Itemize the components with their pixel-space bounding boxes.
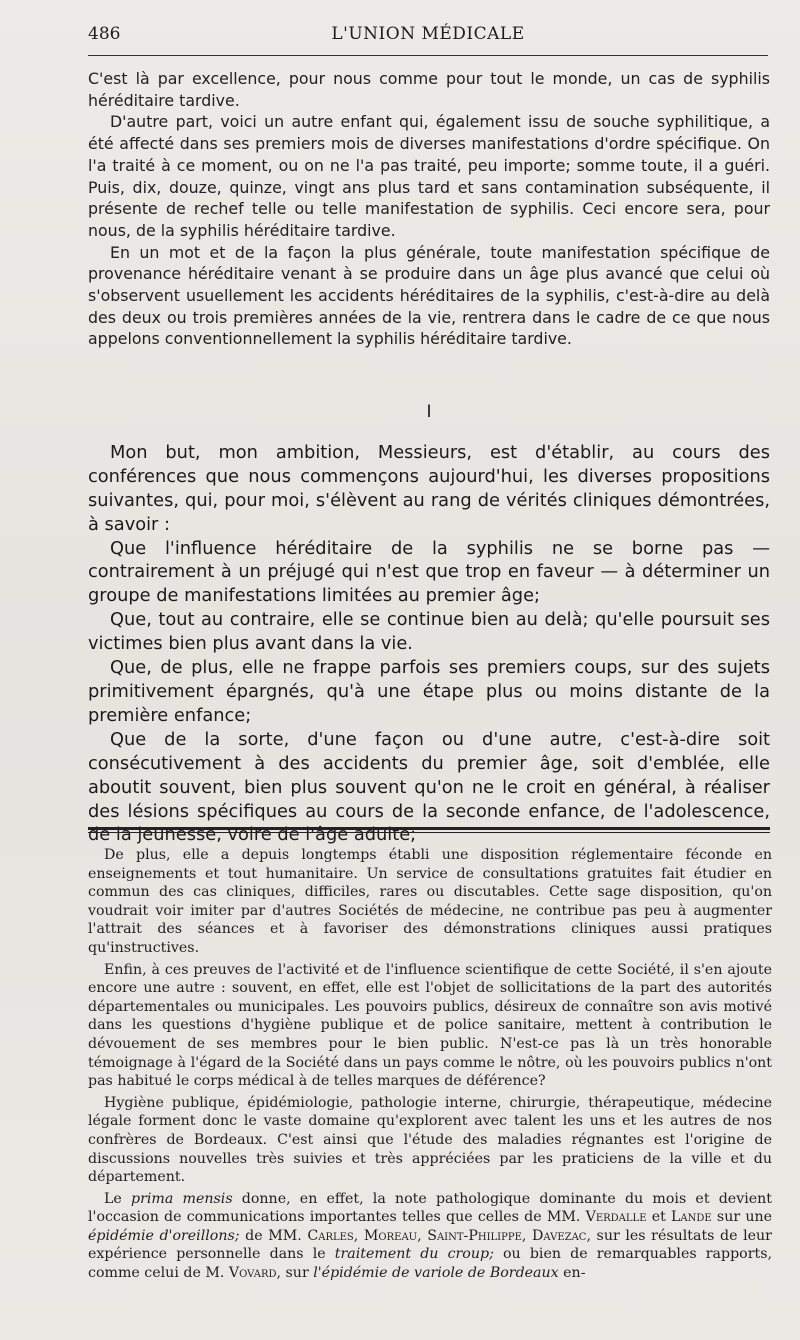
page-header [88,24,768,48]
paragraph: Que l'influence héréditaire de la syphilis ne se borne pas — contrairement à un préjugé qui n'est que trop en faveur — à déterminer un groupe de manifestations limitées au premier âge; [88,537,770,607]
paragraph: En un mot et de la façon la plus générale, toute manifestation spécifique de provenance héréditaire venant à se produire dans un âge plus avancé que celui où s'observent usuellement les accidents héréditaires de la syphilis, c'est-à-dire au delà des deux ou trois premières années de la vie, rentrera dans le cadre de ce que nous appelons conventionnellement la syphilis héréditaire tardive. [88,242,770,349]
main-article [88,68,770,350]
header-rule [88,55,768,56]
feuilleton-paragraph: De plus, elle a depuis longtemps établi une disposition réglementaire féconde en enseignements et tout humanitaire. Un service de consultations gratuites fait étudier en commun des cas cliniques, difficiles, rares ou discutables. Cette sage disposition, qu'on voudrait voir imiter par d'autres Sociétés de médecine, ne contribue pas peu à augmenter l'attrait des séances et à favoriser des démonstrations cliniques aussi pratiques qu'instructives. [88,847,772,956]
paragraph: Que, de plus, elle ne frappe parfois ses premiers coups, sur des sujets primitivement épargnés, qu'à une étape plus ou moins distante de la première enfance; [88,657,770,726]
section-one [88,402,770,847]
page-number: 486 [88,24,121,44]
feuilleton-paragraph: Hygiène publique, épidémiologie, pathologie interne, chirurgie, thérapeutique, médecine légale forment donc le vaste domaine qu'explorent avec talent les uns et les autres de nos confrères de Bordeaux. C'est ainsi que l'étude des maladies régnantes est l'origine de discussions nouvelles très suivies et très appréciées par les praticiens de la ville et du département. [88,1094,772,1186]
paragraph: Que, tout au contraire, elle se continue bien au delà; qu'elle poursuit ses victimes bien plus avant dans la vie. [88,609,770,655]
feuilleton [88,846,772,1286]
paragraph: Que de la sorte, d'une façon ou d'une autre, c'est-à-dire soit consécutivement à des accidents du premier âge, soit d'emblée, elle aboutit souvent, bien plus souvent qu'on ne le croit en général, à réaliser des lésions spécifiques au cours de la seconde enfance, de l'adolescence, de la jeunesse, voire de l'âge adulte; [88,728,770,846]
paragraph: Mon but, mon ambition, Messieurs, est d'établir, au cours des conférences que nous commençons aujourd'hui, les diverses propositions suivantes, qui, pour moi, s'élèvent au rang de vérités cliniques démontrées, à savoir : [88,441,770,535]
feuilleton-rule [88,827,770,833]
feuilleton-paragraph: Le prima mensis donne, en effet, la note pathologique dominante du mois et devient l'occasion de communications importantes telles que celles de MM. Verdalle et Lande sur une épidémie d'oreillons; de MM. Carles, Moreau, Saint-Philippe, Davezac, sur les résultats de leur expérience personnelle dans le traitement du croup; ou bien de remarquables rapports, comme celui de M. Vovard, sur l'épidémie de variole de Bordeaux en- [88,1190,772,1282]
paragraph: C'est là par excellence, pour nous comme pour tout le monde, un cas de syphilis héréditaire tardive. [88,69,770,110]
paragraph: D'autre part, voici un autre enfant qui, également issu de souche syphilitique, a été affecté dans ses premiers mois de diverses manifestations d'ordre spécifique. On l'a traité à ce moment, ou on ne l'a pas traité, peu importe; somme toute, il a guéri. Puis, dix, douze, quinze, vingt ans plus tard et sans contamination subséquente, il présente de rechef telle ou telle manifestation de syphilis. Ceci encore sera, pour nous, de la syphilis héréditaire tardive. [88,112,770,240]
feuilleton-paragraph: Enfin, à ces preuves de l'activité et de l'influence scientifique de cette Société, il s'en ajoute encore une autre : souvent, en effet, elle est l'objet de sollicitations de la part des autorités départementales ou municipales. Les pouvoirs publics, désireux de connaître son avis motivé dans les questions d'hygiène publique et de police sanitaire, mettent à contribution le dévouement de ses membres pour le bien public. N'est-ce pas là un très honorable témoignage à l'égard de la Société dans un pays comme le nôtre, où les pouvoirs publics n'ont pas habitué le corps médical à de telles marques de déférence? [88,961,772,1090]
journal-title: L'UNION MÉDICALE [331,24,525,44]
section-numeral: I [426,402,432,422]
